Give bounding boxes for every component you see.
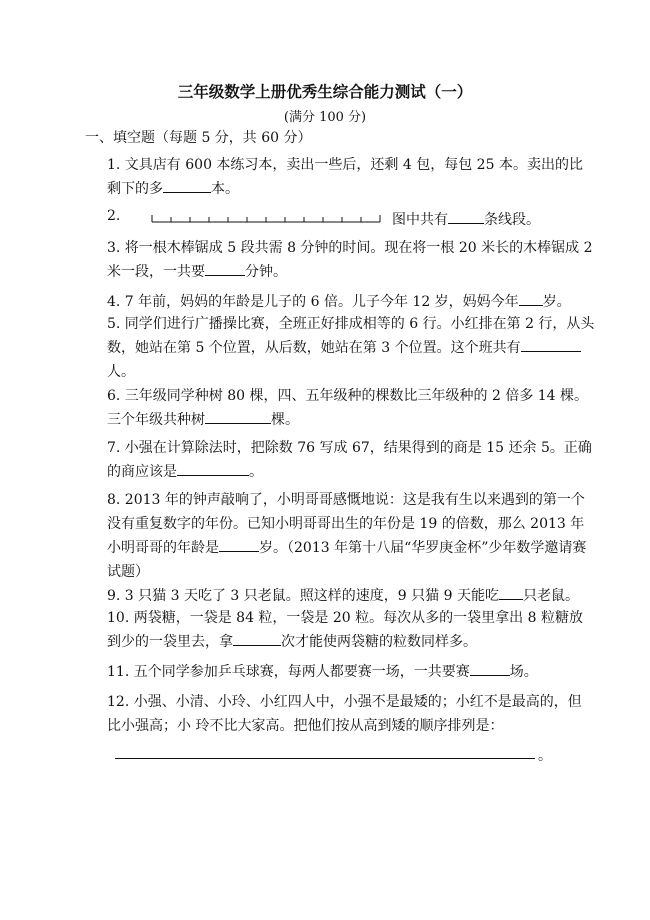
- page-title: 三年级数学上册优秀生综合能力测试（一）: [177, 83, 473, 101]
- question-text: 。: [538, 748, 552, 764]
- question-text: 棵。: [271, 412, 299, 428]
- question-text: 场。: [509, 664, 538, 680]
- question-4: [107, 290, 595, 314]
- answer-blank[interactable]: [163, 177, 211, 193]
- line-segment-figure: [150, 208, 382, 228]
- question-text: 本。: [211, 181, 239, 197]
- question-text: 次才能使两袋糖的粒数同样多。: [281, 634, 477, 650]
- answer-blank[interactable]: [205, 408, 271, 424]
- question-text: 6. 三年级同学种树 80 棵，四、五年级种的棵数比三年级种的 2 倍多 14 棵。三个年级共种树: [107, 388, 589, 428]
- question-text: 12. 小强、小清、小玲、小红四人中，小强不是最矮的；小红不是最高的，但比小强高；小 玲不比大家高。把他们按从高到矮的顺序排列是：: [107, 694, 582, 734]
- question-text: 11. 五个同学参加乒乓球赛，每两人都要赛一场，一共要赛: [107, 664, 470, 680]
- question-text: 4. 7 年前，妈妈的年龄是儿子的 6 倍。儿子今年 12 岁，妈妈今年: [107, 294, 519, 310]
- question-5: [107, 312, 595, 384]
- question-3: [107, 236, 595, 284]
- question-text: 只老鼠。: [522, 588, 579, 604]
- question-text: 岁。（2013 年第十八届“华罗庚金杯”少年数学邀请赛试题）: [107, 540, 587, 580]
- answer-blank[interactable]: [205, 260, 245, 276]
- page-subtitle: (满分 100 分): [283, 110, 367, 125]
- section-heading: 一、填空题（每题 5 分，共 60 分）: [85, 130, 312, 146]
- question-text: 5. 同学们进行广播操比赛，全班正好排成相等的 6 行。小红排在第 2 行，从头数，她站在第 5 个位置，从后数，她站在第 3 个位置。这个班共有: [107, 316, 595, 356]
- question-2: [107, 206, 607, 230]
- question-text: 1. 文具店有 600 本练习本，卖出一些后，还剩 4 包，每包 25 本。卖出的比剩下的多: [107, 157, 583, 197]
- question-text: 8. 2013 年的钟声敲响了，小明哥哥感慨地说：这是我有生以来遇到的第一个没有重复数字的年份。已知小明哥哥出生的年份是 19 的倍数，那么 2013 年小明哥哥的年龄是: [107, 492, 585, 556]
- question-7: [107, 436, 595, 484]
- question-text: 3. 将一根木棒锯成 5 段共需 8 分钟的时间。现在将一根 20 米长的木棒锯成 2 米一段，一共要: [107, 240, 593, 280]
- question-text: 分钟。: [245, 264, 287, 280]
- question-10: [107, 606, 595, 654]
- question-text: 条线段。: [484, 212, 540, 228]
- question-text: 9. 3 只猫 3 天吃了 3 只老鼠。照这样的速度，9 只猫 9 天能吃: [107, 588, 499, 604]
- question-text: 图中共有: [392, 212, 448, 228]
- answer-blank[interactable]: [115, 758, 535, 759]
- question-1: [107, 153, 595, 201]
- question-11: [107, 660, 595, 684]
- answer-blank[interactable]: [219, 536, 259, 552]
- answer-blank[interactable]: [519, 290, 543, 306]
- question-number: 2.: [107, 208, 121, 224]
- answer-blank[interactable]: [499, 584, 523, 600]
- question-8: [107, 488, 595, 584]
- question-6: [107, 384, 595, 432]
- question-9: [107, 584, 595, 608]
- question-12: [107, 690, 595, 738]
- question-text: 岁。: [542, 294, 571, 310]
- answer-blank[interactable]: [177, 460, 249, 476]
- answer-blank[interactable]: [470, 660, 510, 676]
- answer-blank[interactable]: [448, 208, 484, 224]
- answer-blank[interactable]: [521, 336, 581, 352]
- answer-blank[interactable]: [233, 630, 281, 646]
- question-text: 人。: [107, 364, 135, 380]
- question-text: 10. 两袋糖，一袋是 84 粒，一袋是 20 粒。每次从多的一袋里拿出 8 粒糖放到少的一袋里去，拿: [107, 610, 583, 650]
- question-text: 7. 小强在计算除法时，把除数 76 写成 67，结果得到的商是 15 还余 5。正确的商应该是: [107, 440, 592, 480]
- question-text: 。: [249, 464, 263, 480]
